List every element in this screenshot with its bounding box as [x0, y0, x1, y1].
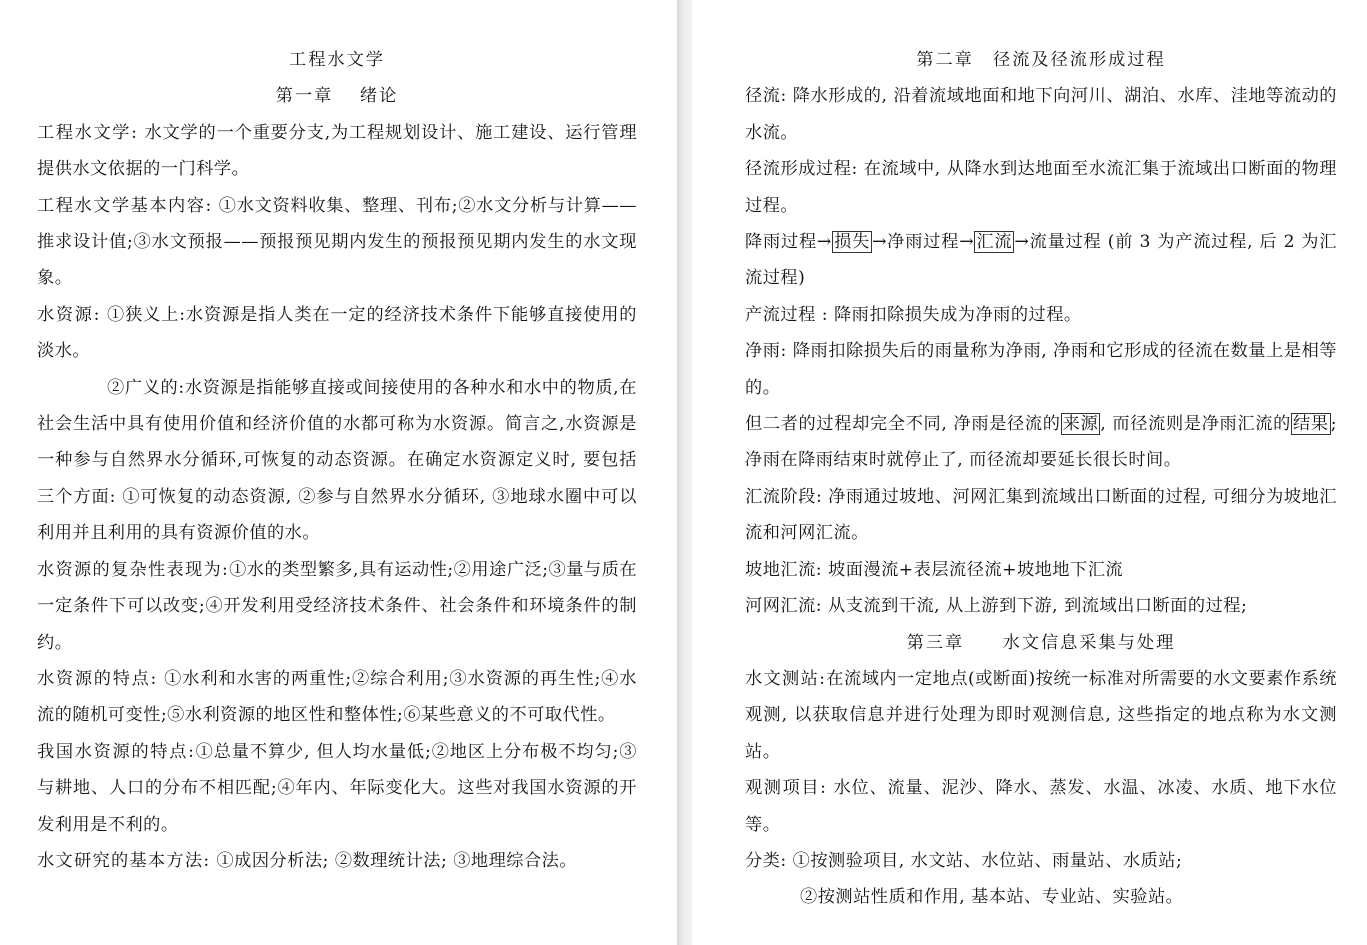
- paragraph-classification: 分类: ①按测验项目, 水文站、水位站、雨量站、水质站;: [745, 850, 1183, 871]
- paragraph-confluence-stage: 汇流阶段: 净雨通过坡地、河网汇集到流域出口断面的过程, 可细分为坡地汇流和河网汇流。: [745, 486, 1337, 544]
- paragraph-channel-flow: 河网汇流: 从支流到干流, 从上游到下游, 到流域出口断面的过程;: [745, 596, 1248, 617]
- paragraph-text: , 而径流则是净雨汇流的: [1100, 414, 1291, 435]
- paragraph-characteristics: [37, 661, 637, 734]
- term-label: 工程水文学:: [37, 122, 139, 143]
- term-label: 水资源的复杂性表现为:: [37, 559, 230, 580]
- paragraph-text: ; 净雨在降雨结束时就停止了, 而径流却要延长很长时间。: [745, 414, 1337, 471]
- paragraph-observation-items: [745, 770, 1337, 843]
- paragraph-text: 水文学的一个重要分支,为工程规划设计、施工建设、运行管理提供水文依据的一门科学。: [37, 122, 638, 180]
- boxed-term-source: 来源: [1062, 414, 1099, 435]
- left-page: [0, 0, 677, 945]
- paragraph-water-resources: [37, 297, 637, 370]
- term-label: 水资源的特点:: [37, 668, 158, 689]
- term-label: 水文测站:: [745, 668, 827, 689]
- flow-text: →净雨过程→: [872, 232, 975, 253]
- paragraph-china-characteristics: [37, 734, 637, 843]
- paragraph-text: ②广义的:水资源是指能够直接或间接使用的各种水和水中的物质,在社会生活中具有使用价值和经济价值的水都可称为水资源。简言之,水资源是一种参与自然界水分循环,可恢复的动态资源。在确定水资源定义时, 要包括三个方面: ①可恢复的动态资源, ②参与自然界水分循环, ③地球水圈中可以利用并且利用的具有资源价值的水。: [37, 377, 637, 544]
- term-label: 观测项目:: [745, 778, 828, 799]
- term-label: 工程水文学基本内容:: [37, 195, 213, 216]
- paragraph-runoff-process: 径流形成过程: 在流域中, 从降水到达地面至水流汇集于流域出口断面的物理过程。: [745, 159, 1337, 216]
- right-page: [692, 0, 1367, 945]
- paragraph-basic-content: [37, 188, 637, 297]
- document-title: 工程水文学: [289, 50, 385, 70]
- term-label: 水文研究的基本方法:: [37, 850, 211, 871]
- paragraph-difference: [745, 406, 1337, 479]
- paragraph-text: ①水利和水害的两重性;②综合利用;③水资源的再生性;④水流的随机可变性;⑤水利资源的地区性和整体性;⑥某些意义的不可取代性。: [37, 668, 637, 726]
- paragraph-runoff: 径流: 降水形成的, 沿着流域地面和地下向河川、湖泊、水库、洼地等流动的水流。: [745, 86, 1337, 143]
- paragraph-slope-flow: 坡地汇流: 坡面漫流+表层流径流+坡地地下汇流: [745, 559, 1124, 580]
- boxed-term-loss: 损失: [833, 232, 871, 253]
- paragraph-text: ①狭义上:水资源是指人类在一定的经济技术条件下能够直接使用的淡水。: [37, 304, 637, 362]
- paragraph-classification-2: ②按测站性质和作用, 基本站、专业站、实验站。: [800, 887, 1184, 908]
- paragraph-text: 水位、流量、泥沙、降水、蒸发、水温、冰凌、水质、地下水位等。: [745, 778, 1337, 835]
- page-gutter: [677, 0, 692, 945]
- paragraph-text: 在流域内一定地点(或断面)按统一标准对所需要的水文要素作系统观测, 以获取信息并进行处理为即时观测信息, 这些指定的地点称为水文测站。: [745, 668, 1337, 762]
- paragraph-research-methods: [37, 843, 637, 879]
- chapter-3-heading: 第三章 水文信息采集与处理: [906, 632, 1176, 653]
- paragraph-engineering-hydrology: [37, 115, 637, 188]
- flow-text: →流量过程 (前 3 为产流过程, 后 2 为汇流过程): [745, 232, 1337, 289]
- paragraph-text: ①水的类型繁多,具有运动性;②用途广泛;③量与质在一定条件下可以改变;④开发利用受经济技术条件、社会条件和环境条件的制约。: [37, 559, 638, 653]
- left-page-content: [37, 42, 637, 879]
- paragraph-text: ①成因分析法; ②数理统计法; ③地理综合法。: [216, 850, 578, 871]
- paragraph-text: 但二者的过程却完全不同, 净雨是径流的: [745, 414, 1061, 435]
- paragraph-text: ①总量不算少, 但人均水量低;②地区上分布极不均匀;③与耕地、人口的分布不相匹配;④年内、年际变化大。这些对我国水资源的开发利用是不利的。: [37, 741, 637, 835]
- chapter-2-heading: 第二章 径流及径流形成过程: [916, 50, 1166, 70]
- paragraph-yield-process: 产流过程 : 降雨扣除损失成为净雨的过程。: [745, 304, 1082, 325]
- paragraph-text: ①水文资料收集、整理、刊布;②水文分析与计算——推求设计值;③水文预报——预报预见期内发生的预报预见期内发生的水文现象。: [37, 195, 637, 289]
- term-label: 水资源:: [37, 304, 101, 325]
- term-label: 我国水资源的特点:: [37, 741, 196, 762]
- paragraph-net-rain: 净雨: 降雨扣除损失后的雨量称为净雨, 净雨和它形成的径流在数量上是相等的。: [745, 341, 1337, 398]
- chapter-1-heading: 第一章 绪论: [275, 86, 399, 107]
- paragraph-water-resources-broad: [37, 370, 637, 552]
- paragraph-complexity: [37, 552, 637, 661]
- paragraph-flow-sequence: [745, 224, 1337, 297]
- boxed-term-confluence: 汇流: [976, 232, 1013, 253]
- right-page-content: [745, 42, 1337, 916]
- boxed-term-result: 结果: [1292, 414, 1329, 435]
- paragraph-station: [745, 661, 1337, 770]
- flow-text: 降雨过程→: [745, 232, 832, 253]
